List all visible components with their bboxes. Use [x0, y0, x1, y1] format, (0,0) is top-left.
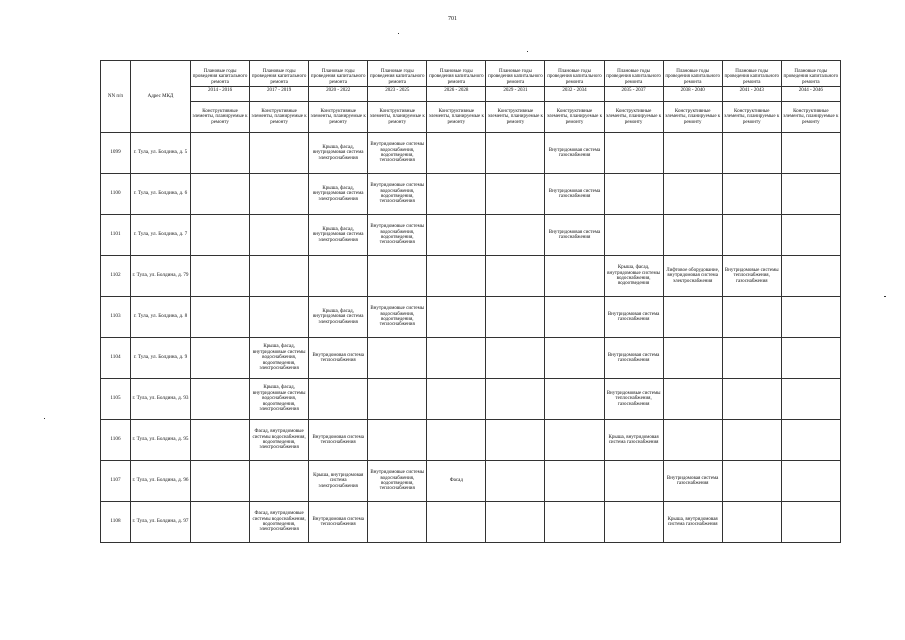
repair-cell: [722, 133, 781, 174]
repair-cell: [250, 297, 309, 338]
row-address: г. Тула, ул. Болдина, д. 6: [131, 174, 191, 215]
table-body: [101, 133, 841, 543]
repair-cell: [663, 420, 722, 461]
repair-cell: [722, 174, 781, 215]
repair-cell: [545, 502, 604, 543]
row-number: 1106: [101, 420, 131, 461]
header-elements-3: Конструктивные элементы, планируемые к ремонту: [309, 102, 368, 133]
repair-cell: [722, 215, 781, 256]
repair-cell: [604, 174, 663, 215]
period-title: Плановые годы проведения капитального ремонта: [251, 68, 307, 85]
header-elements-8: Конструктивные элементы, планируемые к ремонту: [604, 102, 663, 133]
row-number: 1103: [101, 297, 131, 338]
repair-cell: [722, 338, 781, 379]
repair-cell: [545, 420, 604, 461]
repair-cell: Внутридомовая система теплоснабжения: [309, 502, 368, 543]
repair-cell: [368, 502, 427, 543]
repair-cell: [604, 502, 663, 543]
repair-cell: [663, 133, 722, 174]
repair-cell: [250, 215, 309, 256]
period-years: 2032 - 2034: [545, 86, 603, 93]
repair-cell: Фасад: [427, 461, 486, 502]
repair-cell: Фасад, внутридомовые системы водоснабжения, водоотведения, электроснабжения: [250, 502, 309, 543]
repair-cell: [781, 338, 840, 379]
repair-cell: Крыша, фасад, внутридомовая система электроснабжения: [309, 215, 368, 256]
repair-cell: [545, 338, 604, 379]
repair-cell: [663, 379, 722, 420]
repair-cell: [486, 256, 545, 297]
repair-cell: [427, 379, 486, 420]
row-address: г. Тула, ул. Болдина, д. 5: [131, 133, 191, 174]
row-address: г. Тула, ул. Болдина, д. 95: [131, 420, 191, 461]
repair-cell: Фасад, внутридомовые системы водоснабжения, водоотведения, электроснабжения: [250, 420, 309, 461]
page-number: 701: [448, 16, 457, 22]
repair-schedule-table: [100, 60, 841, 543]
repair-cell: [663, 297, 722, 338]
row-address: г. Тула, ул. Болдина, д. 9: [131, 338, 191, 379]
table-row: [101, 420, 841, 461]
row-number: 1101: [101, 215, 131, 256]
repair-cell: [486, 461, 545, 502]
repair-cell: Крыша, фасад, внутридомовые системы водоснабжения, водоотведения: [604, 256, 663, 297]
header-period-7: [545, 61, 604, 102]
repair-cell: [781, 215, 840, 256]
repair-cell: Крыша, фасад, внутридомовая система электроснабжения: [309, 133, 368, 174]
period-years: 2026 - 2028: [427, 86, 485, 93]
table-row: [101, 174, 841, 215]
repair-cell: [486, 379, 545, 420]
repair-cell: [250, 174, 309, 215]
repair-cell: Крыша, фасад, внутридомовые системы водоснабжения, водоотведения, электроснабжения: [250, 379, 309, 420]
header-period-3: [309, 61, 368, 102]
row-number: 1108: [101, 502, 131, 543]
header-elements-5: Конструктивные элементы, планируемые к ремонту: [427, 102, 486, 133]
header-period-8: [604, 61, 663, 102]
period-title: Плановые годы проведения капитального ремонта: [665, 68, 720, 85]
row-address: г. Тула, ул. Болдина, д. 96: [131, 461, 191, 502]
repair-cell: [427, 215, 486, 256]
repair-cell: Внутридомовые системы водоснабжения, водоотведения, теплоснабжения: [368, 297, 427, 338]
repair-cell: [545, 256, 604, 297]
period-years: 2014 - 2016: [191, 86, 249, 93]
row-number: 1107: [101, 461, 131, 502]
repair-cell: [427, 338, 486, 379]
repair-cell: [781, 379, 840, 420]
repair-cell: Крыша, фасад, внутридомовые системы водоснабжения, водоотведения, электроснабжения: [250, 338, 309, 379]
repair-cell: Внутридомовые системы теплоснабжения, газоснабжения: [722, 256, 781, 297]
repair-cell: [427, 420, 486, 461]
table-row: [101, 379, 841, 420]
repair-cell: Внутридомовая система газоснабжения: [545, 215, 604, 256]
repair-cell: [663, 174, 722, 215]
repair-cell: [604, 461, 663, 502]
repair-cell: [663, 215, 722, 256]
row-number: 1104: [101, 338, 131, 379]
period-title: Плановые годы проведения капитального ремонта: [547, 68, 602, 85]
repair-cell: [722, 297, 781, 338]
period-title: Плановые годы проведения капитального ремонта: [369, 68, 425, 85]
repair-cell: [191, 133, 250, 174]
repair-cell: [781, 297, 840, 338]
repair-cell: [781, 256, 840, 297]
repair-cell: [427, 502, 486, 543]
table-row: [101, 461, 841, 502]
header-elements-11: Конструктивные элементы, планируемые к ремонту: [781, 102, 840, 133]
repair-cell: [722, 420, 781, 461]
repair-cell: [427, 256, 486, 297]
scan-speck: [398, 33, 399, 34]
scan-speck: [527, 51, 528, 52]
row-address: г. Тула, ул. Болдина, д. 93: [131, 379, 191, 420]
repair-cell: [781, 502, 840, 543]
period-years: 2017 - 2019: [250, 86, 308, 93]
repair-cell: [368, 338, 427, 379]
repair-cell: [663, 338, 722, 379]
repair-cell: [781, 174, 840, 215]
repair-cell: Внутридомовые системы водоснабжения, водоотведения, теплоснабжения: [368, 215, 427, 256]
repair-cell: Внутридомовая система газоснабжения: [604, 297, 663, 338]
repair-cell: [486, 502, 545, 543]
period-title: Плановые годы проведения капитального ремонта: [606, 68, 661, 85]
repair-cell: [368, 379, 427, 420]
table-row: [101, 256, 841, 297]
header-address: Адрес МКД: [131, 61, 191, 133]
row-number: 1099: [101, 133, 131, 174]
header-elements-2: Конструктивные элементы, планируемые к ремонту: [250, 102, 309, 133]
repair-cell: [427, 133, 486, 174]
header-period-10: [722, 61, 781, 102]
repair-cell: Крыша, фасад, внутридомовая система электроснабжения: [309, 297, 368, 338]
repair-cell: [191, 297, 250, 338]
header-elements-7: Конструктивные элементы, планируемые к ремонту: [545, 102, 604, 133]
row-number: 1102: [101, 256, 131, 297]
table-header: [101, 61, 841, 133]
row-address: г. Тула, ул. Болдина, д. 7: [131, 215, 191, 256]
header-period-6: [486, 61, 545, 102]
row-address: г. Тула, ул. Болдина, д. 79: [131, 256, 191, 297]
header-period-1: [191, 61, 250, 102]
repair-cell: Внутридомовая система теплоснабжения: [309, 338, 368, 379]
header-period-4: [368, 61, 427, 102]
repair-cell: Крыша, фасад, внутридомовая система электроснабжения: [309, 174, 368, 215]
header-num: NN п/п: [101, 61, 131, 133]
repair-cell: Внутридомовые системы водоснабжения, водоотведения, теплоснабжения: [368, 461, 427, 502]
row-address: г. Тула, ул. Болдина, д. 8: [131, 297, 191, 338]
period-title: Плановые годы проведения капитального ремонта: [310, 68, 366, 85]
scan-speck: [44, 418, 45, 419]
period-title: Плановые годы проведения капитального ремонта: [724, 68, 780, 85]
repair-cell: Крыша, внутридомовая система газоснабжения: [604, 420, 663, 461]
repair-cell: [781, 420, 840, 461]
repair-cell: [486, 420, 545, 461]
repair-cell: [309, 256, 368, 297]
repair-cell: Внутридомовая система газоснабжения: [663, 461, 722, 502]
repair-cell: [545, 297, 604, 338]
table-row: [101, 502, 841, 543]
repair-cell: Внутридомовые системы теплоснабжения, газоснабжения: [604, 379, 663, 420]
header-period-9: [663, 61, 722, 102]
repair-cell: [486, 133, 545, 174]
repair-cell: [309, 379, 368, 420]
repair-cell: [191, 379, 250, 420]
period-title: Плановые годы проведения капитального ремонта: [488, 68, 543, 85]
repair-cell: [191, 420, 250, 461]
repair-cell: [368, 420, 427, 461]
repair-cell: [722, 379, 781, 420]
header-elements-10: Конструктивные элементы, планируемые к ремонту: [722, 102, 781, 133]
repair-cell: [427, 174, 486, 215]
table-row: [101, 297, 841, 338]
repair-cell: [722, 502, 781, 543]
header-row-periods: [101, 61, 841, 102]
repair-cell: [191, 461, 250, 502]
repair-cell: [545, 461, 604, 502]
repair-cell: [191, 215, 250, 256]
header-elements-1: Конструктивные элементы, планируемые к ремонту: [191, 102, 250, 133]
period-years: 2044 - 2046: [782, 86, 840, 93]
period-years: 2038 - 2040: [664, 86, 722, 93]
period-title: Плановые годы проведения капитального ремонта: [429, 68, 484, 85]
repair-cell: [486, 338, 545, 379]
header-row-elements: [101, 102, 841, 133]
repair-cell: [781, 461, 840, 502]
repair-cell: [191, 256, 250, 297]
repair-cell: [722, 461, 781, 502]
header-period-11: [781, 61, 840, 102]
repair-cell: [250, 256, 309, 297]
repair-cell: Крыша, внутридомовая система электроснабжения: [309, 461, 368, 502]
repair-cell: [250, 133, 309, 174]
repair-cell: Внутридомовые системы водоснабжения, водоотведения, теплоснабжения: [368, 133, 427, 174]
table-row: [101, 133, 841, 174]
repair-cell: [486, 297, 545, 338]
period-years: 2029 - 2031: [486, 86, 544, 93]
repair-cell: Внутридомовые системы водоснабжения, водоотведения, теплоснабжения: [368, 174, 427, 215]
repair-cell: [250, 461, 309, 502]
header-elements-6: Конструктивные элементы, планируемые к ремонту: [486, 102, 545, 133]
row-number: 1105: [101, 379, 131, 420]
repair-cell: [604, 215, 663, 256]
row-address: г. Тула, ул. Болдина, д. 97: [131, 502, 191, 543]
header-elements-9: Конструктивные элементы, планируемые к ремонту: [663, 102, 722, 133]
row-number: 1100: [101, 174, 131, 215]
header-period-2: [250, 61, 309, 102]
repair-cell: [191, 338, 250, 379]
repair-cell: Крыша, внутридомовая система газоснабжения: [663, 502, 722, 543]
repair-cell: Внутридомовая система газоснабжения: [604, 338, 663, 379]
repair-cell: [368, 256, 427, 297]
period-years: 2041 - 2043: [723, 86, 781, 93]
repair-cell: Внутридомовая система газоснабжения: [545, 174, 604, 215]
period-years: 2035 - 2037: [605, 86, 663, 93]
period-title: Плановые годы проведения капитального ремонта: [192, 68, 248, 85]
period-title: Плановые годы проведения капитального ремонта: [783, 68, 839, 85]
repair-cell: [545, 379, 604, 420]
repair-cell: Внутридомовая система газоснабжения: [545, 133, 604, 174]
repair-cell: Внутридомовая система теплоснабжения: [309, 420, 368, 461]
repair-cell: [191, 502, 250, 543]
repair-cell: [486, 174, 545, 215]
scan-speck: [884, 296, 886, 297]
table-row: [101, 215, 841, 256]
repair-cell: [191, 174, 250, 215]
header-period-5: [427, 61, 486, 102]
header-elements-4: Конструктивные элементы, планируемые к ремонту: [368, 102, 427, 133]
period-years: 2020 - 2022: [309, 86, 367, 93]
period-years: 2023 - 2025: [368, 86, 426, 93]
repair-cell: [486, 215, 545, 256]
repair-cell: [604, 133, 663, 174]
table-row: [101, 338, 841, 379]
repair-cell: [781, 133, 840, 174]
repair-cell: [427, 297, 486, 338]
repair-cell: Лифтовое оборудование, внутридомовая система электроснабжения: [663, 256, 722, 297]
